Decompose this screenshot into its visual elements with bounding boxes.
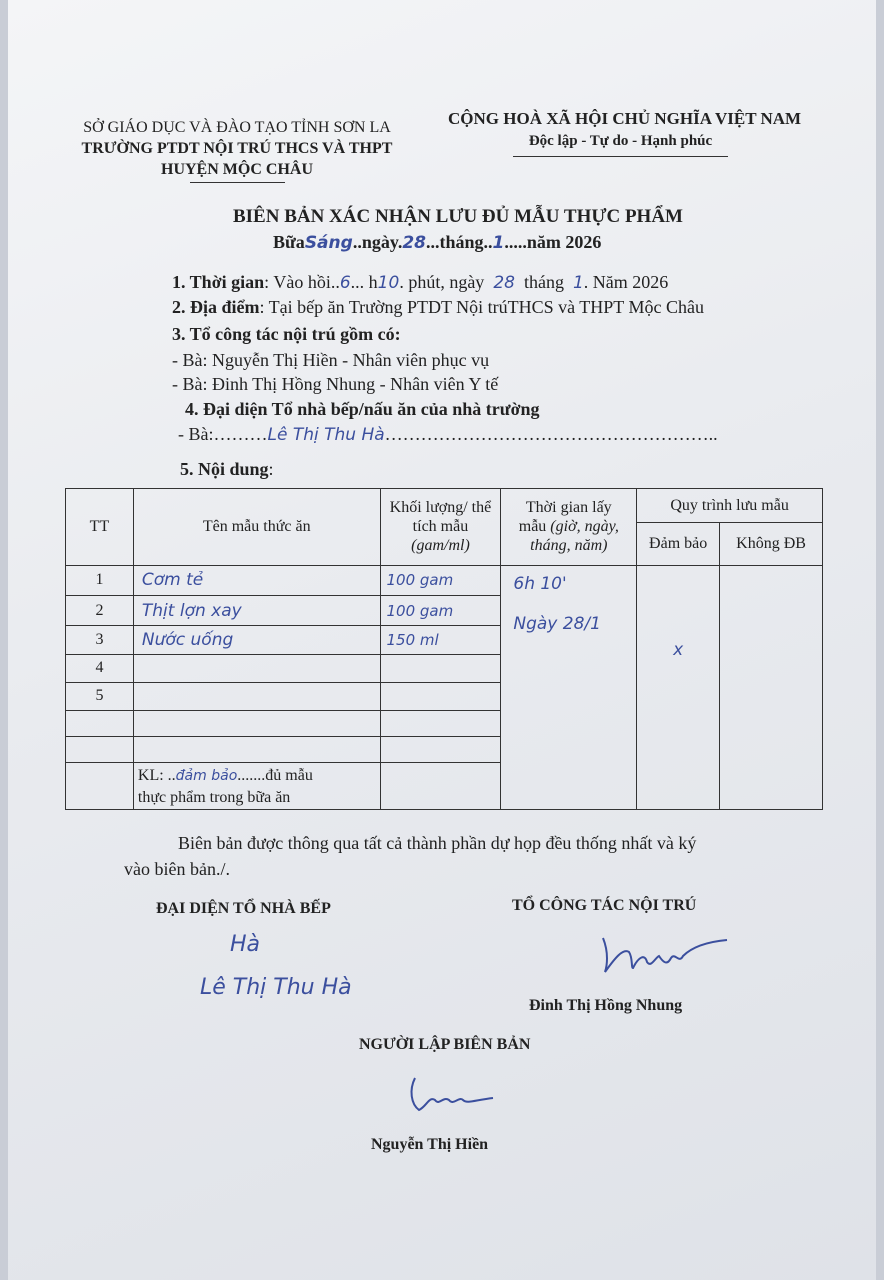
row-weight (380, 711, 501, 737)
meal-label: Bữa (273, 232, 305, 252)
meal-value: Sáng (304, 233, 353, 253)
row-food-name (133, 682, 380, 710)
item-time-text-b: ... h (350, 272, 378, 292)
th-not-ok: Không ĐB (720, 523, 823, 565)
row-weight (380, 654, 501, 682)
closing-line-1: Biên bản được thông qua tất cả thành phần dự họp đều thống nhất và ký (178, 833, 697, 853)
header-right-underline (513, 156, 728, 157)
item-kitchen-suffix: ……………………………………………….. (384, 424, 718, 444)
cell-ok (637, 565, 720, 809)
item-time-hour: 6 (339, 273, 351, 293)
item-time-day: 28 (493, 273, 515, 293)
item-time-text-d: tháng (523, 272, 564, 292)
conclusion-suffix: .......đủ mẫu (237, 766, 313, 784)
conclusion-line-2: thực phẩm trong bữa ăn (137, 788, 291, 806)
item-kitchen-name: Lê Thị Thu Hà (267, 425, 385, 445)
item-team-label: 3. Tổ công tác nội trú gồm có: (172, 324, 401, 344)
day-label: ..ngày. (352, 232, 403, 252)
item-kitchen-rep (178, 424, 718, 445)
row-food-name: Thịt lợn xay (133, 595, 380, 625)
row-food-name: Cơm tẻ (133, 565, 380, 595)
item-content-label: 5. Nội dung (180, 459, 269, 479)
header-left-underline (190, 182, 285, 183)
row-food-name (133, 737, 380, 763)
row-weight: 100 gam (380, 565, 501, 595)
th-weight-line-1: Khối lượng/ thể (389, 499, 492, 517)
meal-date-line (273, 232, 601, 253)
row-tt: 1 (66, 565, 134, 595)
th-time-paren: (giờ, ngày, (550, 518, 619, 536)
item-team-member-2: - Bà: Đinh Thị Hồng Nhung - Nhân viên Y tế (172, 374, 499, 394)
row-tt: 5 (66, 682, 134, 710)
conclusion-line-1 (138, 765, 380, 787)
th-time-mau: mẫu (518, 518, 547, 536)
closing-line-2: vào biên bản./. (124, 859, 230, 879)
header-right-republic: CỘNG HOÀ XÃ HỘI CHỦ NGHĨA VIỆT NAM (448, 109, 802, 128)
item-time-text-c: . phút, ngày (399, 272, 485, 292)
document-title: BIÊN BẢN XÁC NHẬN LƯU ĐỦ MẪU THỰC PHẨM (232, 206, 683, 227)
row-tt (66, 711, 134, 737)
sign-left-title: ĐẠI DIỆN TỔ NHÀ BẾP (156, 900, 331, 917)
item-time-month: 1 (572, 273, 584, 293)
item-time-text-e: . Năm 2026 (583, 272, 669, 292)
th-time-line-1: Thời gian lấy (525, 499, 612, 517)
sample-date-value: Ngày 28/1 (513, 613, 601, 634)
item-kitchen-label: 4. Đại diện Tổ nhà bếp/nấu ăn của nhà trường (185, 399, 540, 419)
row-weight-empty (380, 763, 501, 810)
year-label: .....năm 2026 (504, 232, 602, 252)
th-process: Quy trình lưu mẫu (637, 489, 823, 523)
sign-bottom-signature-icon (405, 1070, 505, 1120)
row-tt (66, 737, 134, 763)
header-left-department: SỞ GIÁO DỤC VÀ ĐÀO TẠO TỈNH SƠN LA (83, 119, 391, 136)
th-time-line-2 (501, 517, 636, 536)
header-left-school: TRƯỜNG PTDT NỘI TRÚ THCS VÀ THPT (81, 140, 393, 157)
item-time-minute: 10 (377, 273, 400, 293)
th-tt: TT (66, 489, 134, 566)
cell-sample-time (501, 565, 637, 809)
row-food-name: Nước uống (133, 626, 380, 654)
day-value: 28 (402, 233, 427, 253)
row-weight (380, 682, 501, 710)
item-location-label: 2. Địa điểm (172, 297, 260, 317)
sample-time-value: 6h 10' (513, 573, 567, 594)
th-food-name: Tên mẫu thức ăn (133, 489, 380, 566)
item-location-text: : Tại bếp ăn Trường PTDT Nội trúTHCS và THPT Mộc Châu (259, 297, 704, 317)
item-time-label: 1. Thời gian (172, 272, 265, 292)
cell-not-ok (720, 565, 823, 809)
sign-left-name: Lê Thị Thu Hà (200, 975, 352, 1000)
row-weight: 100 gam (380, 595, 501, 625)
th-ok: Đảm bảo (637, 523, 720, 565)
sign-bottom-name: Nguyễn Thị Hiền (371, 1136, 489, 1153)
sign-right-name: Đinh Thị Hồng Nhung (529, 997, 683, 1014)
sign-right-signature-icon (595, 928, 735, 978)
item-location (172, 297, 704, 318)
sign-left-signature: Hà (230, 932, 261, 957)
ok-mark: x (673, 639, 684, 660)
sign-bottom-title: NGƯỜI LẬP BIÊN BẢN (359, 1036, 531, 1053)
item-time-text-a: : Vào hồi.. (264, 272, 340, 292)
table-row (66, 565, 823, 595)
row-weight: 150 ml (380, 626, 501, 654)
item-team-member-1: - Bà: Nguyễn Thị Hiền - Nhân viên phục vụ (172, 350, 490, 370)
th-weight (380, 489, 501, 566)
header-left (72, 117, 402, 183)
th-weight-line-2: tích mẫu (412, 518, 469, 536)
item-content-colon: : (268, 459, 274, 479)
th-time-line-3: tháng, năm) (530, 537, 608, 555)
row-tt: 2 (66, 595, 134, 625)
conclusion-prefix: KL: .. (137, 766, 176, 784)
month-value: 1 (492, 233, 505, 253)
conclusion-cell (133, 763, 380, 810)
item-kitchen-prefix: - Bà:……… (178, 424, 268, 444)
th-sample-time (501, 489, 637, 566)
sign-right-title: TỔ CÔNG TÁC NỘI TRÚ (512, 897, 697, 914)
row-weight (380, 737, 501, 763)
row-tt: 3 (66, 626, 134, 654)
header-right-motto: Độc lập - Tự do - Hạnh phúc (528, 133, 713, 149)
item-content (180, 459, 274, 480)
row-food-name (133, 711, 380, 737)
conclusion-value: đảm bảo (175, 767, 238, 784)
food-sample-table (65, 488, 823, 810)
item-time (172, 272, 668, 293)
month-label: ...tháng.. (426, 232, 493, 252)
row-food-name (133, 654, 380, 682)
row-tt: 4 (66, 654, 134, 682)
th-weight-line-3: (gam/ml) (411, 537, 470, 555)
row-tt-empty (66, 763, 134, 810)
header-right (448, 107, 802, 157)
header-left-district: HUYỆN MỘC CHÂU (161, 161, 313, 178)
